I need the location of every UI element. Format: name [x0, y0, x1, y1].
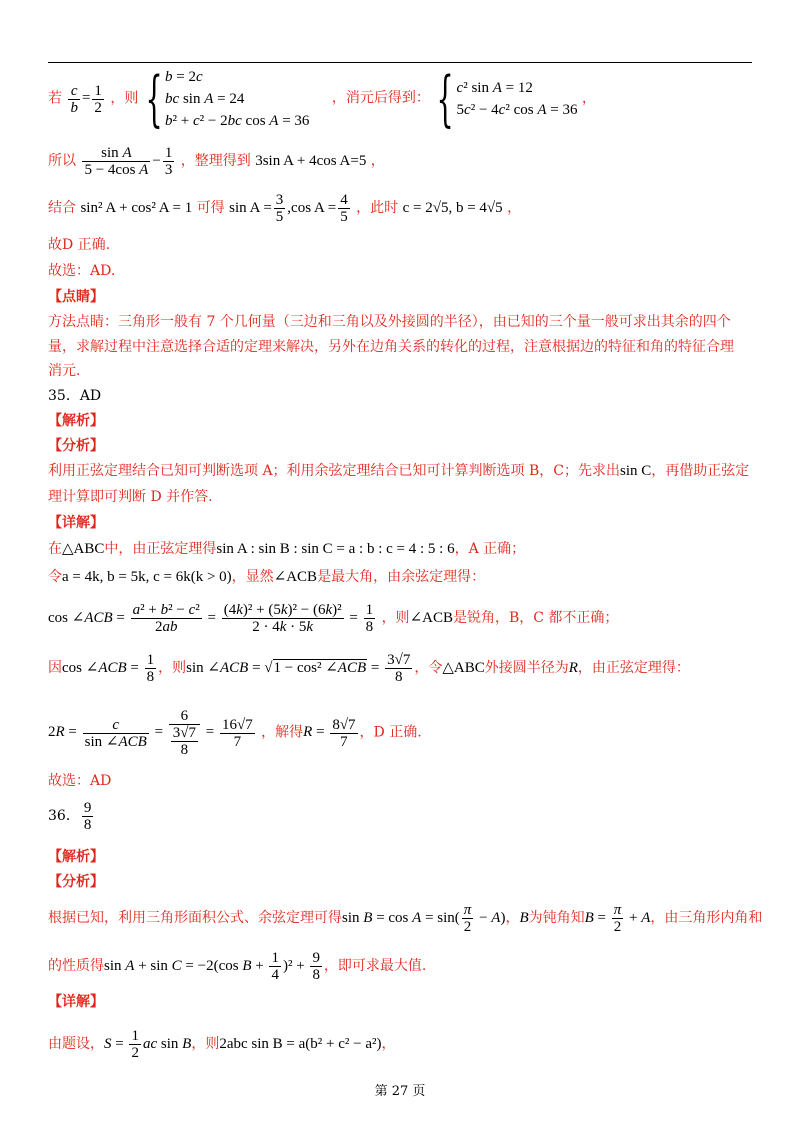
text: 故选：AD — [48, 773, 112, 789]
math: △ABC — [62, 541, 105, 557]
text: 为钝角知 — [528, 909, 585, 926]
heading: 【点睛】 — [48, 289, 104, 305]
text: 是锐角，B，C 都不正确； — [452, 609, 619, 626]
text: ，由三角形内角和 — [650, 909, 763, 926]
text: 令 — [48, 569, 62, 585]
math: sin A = — [229, 199, 272, 216]
line — [48, 540, 525, 558]
heading: 【解析】 — [48, 849, 104, 865]
text: ，此时 — [356, 199, 399, 216]
text: 理计算即可判断 D 并作答. — [48, 489, 213, 505]
math: ∠ACB — [409, 609, 453, 626]
text: 所以 — [48, 152, 76, 169]
text: 的性质得 — [48, 957, 104, 974]
frac-c-over-b: $\frac{c}{b}$ — [70, 82, 78, 116]
heading: 【详解】 — [48, 515, 104, 531]
text: 可得 — [196, 199, 225, 216]
line: 的性质得sin A + sin C = −2(cos B + $\frac{1}{4}$ )² + $\frac{9}{8}$ ，即可求最大值. — [48, 950, 427, 983]
text: ，则 — [158, 659, 187, 676]
text: ，则 — [191, 1035, 220, 1052]
line — [48, 462, 749, 480]
text: ，A 正确； — [454, 541, 526, 557]
heading: 【分析】 — [48, 874, 104, 890]
math: ,cos A = — [287, 199, 337, 216]
text: 若 — [48, 90, 62, 107]
math: 3sin A + 4cos A=5 — [255, 152, 367, 169]
text: 由题设， — [48, 1035, 104, 1052]
line-system: 若 $\frac{c}{b}$ = $\frac{1}{2}$ ，则 { b = 2c bc sin A = 24 b² + c² − 2bc cos A = 36 ，消元后得到： { c² sin A = 12 5c² − 4c² cos A = 36 ， — [48, 64, 596, 134]
math: △ABC — [442, 659, 485, 676]
text: 利用正弦定理结合已知可判断选项 A；利用余弦定理结合已知可计算判断选项 B，C；先求出 — [48, 463, 621, 479]
text: ，即可求最大值. — [323, 957, 427, 974]
line-sin: 因cos ∠ACB = $\frac{1}{8}$ ，则sin ∠ACB = √1 − cos² ∠ACB = $\frac{3√7}{8}$ ，令△ABC外接圆半径为R，由正弦定理得： — [48, 652, 690, 685]
line-so: 所以 $\frac{\text{sin A}}{\text{5 − 4cos A}}$ − $\frac{1}{3}$ ，整理得到 3sin A + 4cos A=5 ， — [48, 145, 385, 178]
page-number: 第 27 页 — [374, 1084, 426, 1099]
text: ， — [581, 90, 596, 107]
math: sin² A + cos² A = 1 — [80, 199, 193, 216]
text: ，显然 — [231, 569, 274, 585]
text: 消元. — [48, 363, 81, 379]
line: 根据已知，利用三角形面积公式、余弦定理可得sin B = cos A = sin( $\frac{\pi}{2}$ − A)，B为钝角知B = $\frac{\pi}{2}$ + A，由三角形内角和 — [48, 902, 763, 935]
text: 在 — [48, 541, 62, 557]
line-combine: 结合 sin² A + cos² A = 1 可得 sin A = $\frac{3}{5}$ ,cos A = $\frac{4}{5}$ ，此时 c = 2√5, b = 4√5 ， — [48, 192, 522, 225]
text: ，解得 — [261, 724, 304, 741]
text: ，则 — [110, 90, 139, 107]
heading: 【分析】 — [48, 438, 104, 454]
text: 中，由正弦定理得 — [104, 541, 217, 557]
text: ，整理得到 — [180, 152, 251, 169]
text: ， — [370, 152, 385, 169]
text: 结合 — [48, 199, 76, 216]
system-2: c² sin A = 12 5c² − 4c² cos A = 36 — [456, 80, 578, 118]
line — [48, 568, 485, 586]
text: ，消元后得到： — [331, 90, 430, 107]
text: ，则 — [381, 609, 410, 626]
q36-number: 36． $\frac{9}{8}$ — [48, 800, 92, 833]
text: 因 — [48, 659, 62, 676]
text: ， — [507, 199, 522, 216]
text: 量，求解过程中注意选择合适的定理来解决，另外在边角关系的转化的过程，注意根据边的特征和角的特征合理 — [48, 339, 734, 355]
top-rule — [48, 62, 752, 63]
math: sin C — [620, 463, 652, 479]
heading: 【解析】 — [48, 413, 104, 429]
text: 方法点睛：三角形一般有 7 个几何量（三边和三角以及外接圆的半径），由已知的三个量一般可求出其余的四个 — [48, 314, 731, 330]
math: ∠ACB — [273, 569, 318, 585]
text: 是最大角，由余弦定理得： — [317, 569, 486, 585]
line: 由题设，S = $\frac{1}{2}$ ac sin B，则2abc sin B = a(b² + c² − a²)， — [48, 1028, 396, 1061]
text: 故选：AD. — [48, 263, 116, 279]
text: ，由正弦定理得： — [577, 659, 690, 676]
line-2R: 2R = $\frac{c}{\text{sin ∠ACB}}$ = $\frac{6}{\frac{3√7}{8}}$ = $\frac{16√7}{7}$ ，解得R = $\frac{8√7}{7}$ ，D 正确. — [48, 708, 422, 758]
text: 故D 正确. — [48, 237, 111, 253]
heading: 【详解】 — [48, 994, 104, 1010]
system-3: b = 2c bc sin A = 24 b² + c² − 2bc cos A = 36 — [165, 69, 310, 129]
math: sin A : sin B : sin C = a : b : c = 4 : 5 : 6 — [216, 541, 455, 557]
line-cos: cos ∠ACB = $\frac{\text{a² + b² − c²}}{2ab}$ = $\frac{\text{(4k)² + (5k)² − (6k)²}}{2 \cdot 4k \cdot 5k}$ = $\frac{1}{8}$ ，则∠ACB是锐角，B，C 都不正确； — [48, 602, 619, 635]
text: 36． — [48, 807, 80, 824]
math: 2abc sin B = a(b² + c² − a²) — [219, 1035, 382, 1052]
math: R — [568, 659, 578, 676]
text: ，再借助正弦定 — [651, 463, 750, 479]
question-number: 35．AD — [48, 388, 102, 404]
math: a = 4k, b = 5k, c = 6k(k > 0) — [62, 569, 232, 585]
math: B — [519, 909, 529, 926]
text: ， — [381, 1035, 396, 1052]
text: ，令 — [414, 659, 443, 676]
text: 根据已知，利用三角形面积公式、余弦定理可得 — [48, 909, 342, 926]
text: ，D 正确. — [359, 724, 422, 741]
text: 外接圆半径为 — [484, 659, 569, 676]
math: c = 2√5, b = 4√5 — [402, 199, 503, 216]
text: ， — [505, 909, 520, 926]
